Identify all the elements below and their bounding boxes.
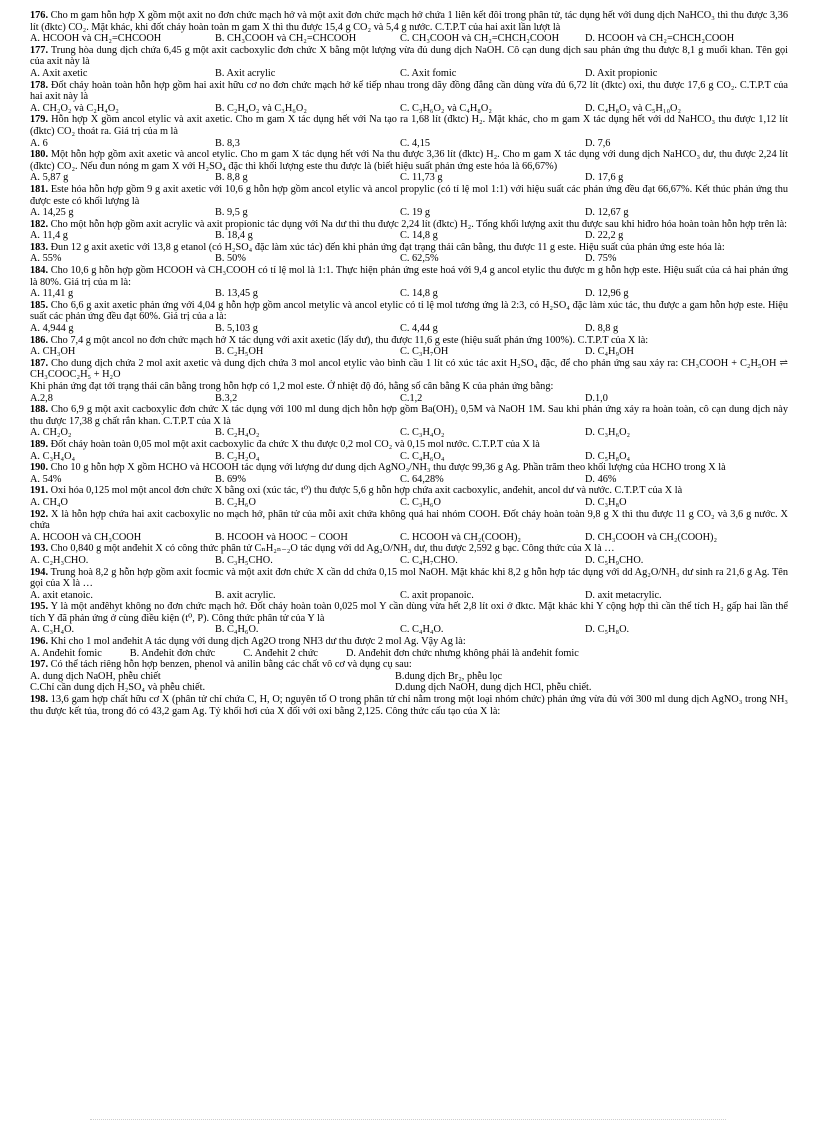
question-text — [30, 184, 788, 207]
question-stem: Cho 10 g hỗn hợp X gồm HCHO và HCOOH tác dụng với lượng dư dung dịch AgNO₃/NH₃ thu được 99,36 g Ag. Phần trăm theo khối lượng của HCHO trong X là — [50, 462, 726, 474]
question-number: 197. — [30, 659, 49, 671]
question-number: 186. — [30, 334, 49, 346]
question-stem: Hỗn hợp X gồm ancol etylic và axit axetic. Cho m gam X tác dụng hết với Na tạo ra 1,68 lít (đktc) H₂. Mặt khác, cho m gam X tác dụng hết với dd NaHCO₃ thu được 1,12 lít (đktc) CO₂ thoát ra. Giá trị của m là — [30, 114, 788, 137]
answer-option: A. CH₄O — [30, 496, 68, 508]
answer-option: C. C₄H₆O₄ — [400, 450, 445, 462]
question-number: 192. — [30, 508, 49, 520]
question-block — [30, 462, 788, 485]
options-row — [30, 33, 788, 45]
question-number: 185. — [30, 299, 49, 311]
options-row — [30, 138, 788, 150]
answer-option: D. Anđehit đơn chức nhưng không phải là anđehit fomic — [345, 647, 579, 659]
question-stem: Một hỗn hợp gồm axit axetic và ancol etylic. Cho m gam X tác dụng hết với Na thu được 3,36 lít (đktc) H₂. Cho m gam X tác dụng với dung dịch NaHCO₃ dư, thu được 2,24 lít (đktc) CO₂. Nếu đun nóng m gam X với H₂SO₄ đặc thì khối lượng este thu được là (biết hiệu suất phản ứng este hóa là 66,67%) — [30, 149, 789, 172]
question-stem: Cho 0,840 g một anđehit X có công thức phân tử CₙH₂ₙ₋₂O tác dụng với dd Ag₂O/NH₃ dư, thu được 2,592 g bạc. Công thức của X là … — [50, 543, 615, 555]
answer-option: B. HCOOH và HOOC − COOH — [215, 531, 348, 543]
question-text — [30, 509, 788, 532]
question-number: 188. — [30, 404, 49, 416]
answer-option: C. Anđehit 2 chức — [243, 647, 318, 659]
question-text — [30, 659, 788, 671]
answer-option: A. 5,87 g — [30, 172, 69, 184]
answer-option: A. axit etanoic. — [30, 589, 93, 601]
question-block — [30, 10, 788, 45]
options-row — [30, 451, 788, 463]
options-row — [30, 624, 788, 636]
question-number: 189. — [30, 438, 49, 450]
answer-option: B.dung dịch Br₂, phễu lọc — [395, 670, 503, 682]
answer-option: C. 14,8 g — [400, 230, 438, 242]
question-stem: Cho dung dịch chứa 2 mol axit axetic và dung dịch chứa 3 mol ancol etylic vào bình cầu 1 lít có xúc tác axit H₂SO₄ đặc, để cho phản ứng sau xảy ra: CH₃COOH + C₂H₅OH ⇌ CH₃COOC₂H₅ + H₂O — [30, 357, 788, 381]
options-row — [30, 497, 788, 509]
question-text — [30, 80, 788, 103]
question-stem: Cho một hỗn hợp gồm axit acrylic và axit propionic tác dụng với Na dư thì thu được 2,24 lít (đktc) H₂. Tổng khối lượng axit thu được sau khi hiđro hóa hoàn toàn hỗn hợp trên là: — [50, 218, 788, 230]
question-number: 182. — [30, 218, 49, 230]
question-extra: Khi phản ứng đạt tới trạng thái cân bằng trong hỗn hợp có 1,2 mol este. Ở nhiệt độ đó, hằng số cân bằng K của phản ứng bằng: — [30, 381, 554, 392]
question-number: 179. — [30, 114, 49, 126]
question-stem: Este hóa hỗn hợp gồm 9 g axit axetic với 10,6 g hỗn hợp gồm ancol etylic và ancol propylic (có tỉ lệ mol 1:1) với hiệu suất các phản ứng đều đạt 66,67%. Kết thúc phản ứng thu được este có khối lượng là — [30, 183, 788, 207]
answer-option: C. C₃H₇OH — [400, 346, 449, 358]
question-text — [30, 567, 788, 590]
question-number: 191. — [30, 485, 49, 497]
question-block — [30, 300, 788, 335]
question-number: 181. — [30, 183, 49, 195]
answer-option: A. CH₂O₂ — [30, 427, 72, 439]
answer-option: A. CH₃OH — [30, 346, 76, 358]
answer-option: B. C₂H₅OH — [215, 346, 264, 358]
answer-option: B. C₄H₆O. — [215, 624, 259, 636]
question-number: 196. — [30, 636, 49, 648]
question-text — [30, 462, 788, 474]
answer-option: A. 14,25 g — [30, 207, 74, 219]
options-line — [30, 648, 788, 660]
answer-option: A. 54% — [30, 473, 62, 485]
answer-option: D. 12,67 g — [585, 207, 629, 219]
answer-option: A. HCOOH và CH₃COOH — [30, 531, 142, 543]
answer-option: D. C₄H₈O₂ và C₅H₁₀O₂ — [585, 102, 682, 114]
question-text — [30, 149, 788, 172]
answer-option: D. CH₃COOH và CH₂(COOH)₂ — [585, 531, 718, 543]
question-block — [30, 485, 788, 508]
answer-option: D.dung dịch NaOH, dung dịch HCl, phễu chiết. — [395, 682, 592, 694]
options-row — [30, 474, 788, 486]
question-number: 176. — [30, 10, 49, 21]
answer-option: B. 9,5 g — [215, 207, 248, 219]
question-text — [30, 114, 788, 137]
answer-option: C.Chỉ cần dung dịch H₂SO₄ và phễu chiết. — [30, 682, 206, 694]
answer-option: C. 64,28% — [400, 473, 444, 485]
answer-option: B. CH₃COOH và CH₂=CHCOOH — [215, 33, 357, 45]
answer-option: A. C₃H₄O₄ — [30, 450, 76, 462]
question-text — [30, 694, 788, 717]
question-number: 193. — [30, 543, 49, 555]
answer-option: A. Axit axetic — [30, 67, 88, 79]
answer-option: B. 5,103 g — [215, 323, 258, 335]
answer-option: B. 8,3 — [215, 137, 240, 149]
options-row — [30, 427, 788, 439]
answer-option: D. 8,8 g — [585, 323, 619, 335]
answer-option: A. C₃H₄O. — [30, 624, 75, 636]
answer-option: C. C₃H₆O₂ và C₄H₈O₂ — [400, 102, 492, 114]
answer-option: C. C₃H₄O₂ — [400, 427, 445, 439]
answer-option: C. Axit fomic — [400, 67, 457, 79]
answer-option: A. HCOOH và CH₂=CHCOOH — [30, 33, 162, 45]
question-stem: Đốt cháy hoàn toàn 0,05 mol một axit cacboxylic đa chức X thu được 0,2 mol CO₂ và 0,15 mol nước. C.T.P.T của X là — [50, 438, 540, 450]
answer-option: B. 50% — [215, 253, 246, 265]
question-number: 180. — [30, 149, 49, 161]
answer-option: D. 17,6 g — [585, 172, 624, 184]
answer-option: C. 4,15 — [400, 137, 431, 149]
question-stem: Cho m gam hỗn hợp X gồm một axit no đơn chức mạch hở và một axit đơn chức mạch hở chứa 1 liên kết đôi trong phân tử, tác dụng hết với dung dịch NaHCO₃ thì thu được 3,36 lít (đktc) CO₂. Mặt khác, khi đốt cháy hoàn toàn m gam X thì thu được 15,4 g CO₂ và 5,4 g nước. C.T.P.T của hai axit lần lượt là — [30, 10, 788, 33]
question-text — [30, 439, 788, 451]
answer-option: B. C₂H₂O₄ — [215, 450, 260, 462]
question-block — [30, 567, 788, 602]
options-row — [30, 288, 788, 300]
answer-option: A. CH₂O₂ và C₂H₄O₂ — [30, 102, 119, 114]
answer-option: A. 6 — [30, 137, 48, 149]
question-number: 184. — [30, 265, 49, 277]
answer-option: B. 69% — [215, 473, 246, 485]
answer-option: B. C₃H₅CHO. — [215, 554, 273, 566]
question-block — [30, 601, 788, 636]
question-stem: Cho 6,6 g axit axetic phản ứng với 4,04 g hỗn hợp gồm ancol metylic và ancol etylic có tỉ lệ mol tương ứng là 2:3, có H₂SO₄ đặc làm xúc tác, thu được a gam hỗn hợp este. Hiệu suất các phản ứng đều đạt 60%. Giá trị của a là: — [30, 299, 788, 323]
options-row — [30, 346, 788, 358]
answer-option: D. 12,96 g — [585, 288, 629, 300]
answer-option: A. C₂H₃CHO. — [30, 554, 89, 566]
question-text — [30, 335, 788, 347]
answer-option: D. Axit propionic — [585, 67, 658, 79]
answer-option: A.2,8 — [30, 392, 53, 404]
answer-option: D. HCOOH và CH₂=CHCH₂COOH — [585, 33, 735, 45]
answer-option: C. axit propanoic. — [400, 589, 474, 601]
question-stem: Cho 6,9 g một axit cacboxylic đơn chức X tác dụng với 100 ml dung dịch hỗn hợp gồm Ba(OH)₂ 0,5M và NaOH 1M. Sau khi phản ứng xảy ra hoàn toàn, cô cạn dung dịch này thu được 17,38 g chất rắn khan. C.T.P.T của X là — [30, 404, 788, 427]
answer-option: A. 55% — [30, 253, 62, 265]
question-text — [30, 10, 788, 33]
question-text — [30, 636, 788, 648]
answer-option: C. HCOOH và CH₂(COOH)₂ — [400, 531, 522, 543]
answer-option: B. Axit acrylic — [215, 67, 276, 79]
answer-option: A. Anđehit fomic — [30, 647, 102, 659]
answer-option: C. 11,73 g — [400, 172, 443, 184]
question-text — [30, 485, 788, 497]
question-block — [30, 404, 788, 439]
question-block — [30, 242, 788, 265]
answer-option: D. C₅H₈O. — [585, 624, 630, 636]
answer-option: D. 75% — [585, 253, 617, 265]
answer-option: C.1,2 — [400, 392, 423, 404]
question-text — [30, 265, 788, 288]
question-text — [30, 601, 788, 624]
answer-option: D. 7,6 — [585, 137, 611, 149]
question-stem: Oxi hóa 0,125 mol một ancol đơn chức X bằng oxi (xúc tác, t⁰) thu được 5,6 g hỗn hợp chứa axit cacboxylic, anđehit, ancol dư và nước. C.T.P.T của X là — [50, 485, 683, 497]
answer-option: A. 4,944 g — [30, 323, 74, 335]
question-number: 187. — [30, 357, 49, 369]
answer-option: B.3,2 — [215, 392, 238, 404]
question-text — [30, 219, 788, 231]
question-block — [30, 80, 788, 115]
question-number: 195. — [30, 601, 49, 613]
answer-option: B. C₂H₆O — [215, 496, 256, 508]
options-row — [30, 253, 788, 265]
answer-option: B. C₂H₄O₂ và C₃H₆O₂ — [215, 102, 307, 114]
question-stem: Đun 12 g axit axetic với 13,8 g etanol (có H₂SO₄ đặc làm xúc tác) đến khi phản ứng đạt trạng thái cân bằng, thu được 11 g este. Hiệu suất của phản ứng este hóa là: — [50, 241, 725, 253]
question-block — [30, 358, 788, 404]
options-row — [30, 172, 788, 184]
question-block — [30, 45, 788, 80]
answer-option: C. CH₃COOH và CH₂=CHCH₂COOH — [400, 33, 560, 45]
answer-option: B. 18,4 g — [215, 230, 253, 242]
question-block — [30, 439, 788, 462]
question-stem: X là hỗn hợp chứa hai axit cacboxylic no mạch hở, phân tử của mỗi axit chứa không quá hai nhóm COOH. Đốt cháy hoàn toàn 9,8 g X thì thu được 11 g CO₂ và 3,6 g nước. X chứa — [30, 508, 788, 532]
options-row — [30, 103, 788, 115]
question-block — [30, 114, 788, 149]
answer-option: D. C₃H₈O — [585, 496, 627, 508]
question-text — [30, 45, 788, 68]
options-row — [30, 555, 788, 567]
question-stem: Y là một anđêhyt không no đơn chức mạch hở. Đốt cháy hoàn toàn 0,025 mol Y cần dùng vừa hết 2,8 lít oxi ở đktc. Mặt khác khi Y cộng hợp thì cần thể tích H₂ gấp hai lần thể tích Y đã phản ứng ở cùng điều kiện (t⁰, P). Công thức phân tử của Y là — [30, 601, 788, 624]
question-number: 190. — [30, 462, 49, 474]
options-row — [30, 590, 788, 602]
answer-option: A. dung dịch NaOH, phễu chiết — [30, 670, 161, 682]
options-row — [30, 207, 788, 219]
question-number: 178. — [30, 79, 49, 91]
answer-option: B. axit acrylic. — [215, 589, 276, 601]
question-text — [30, 300, 788, 323]
question-block — [30, 184, 788, 219]
answer-option: D. 46% — [585, 473, 617, 485]
question-block — [30, 265, 788, 300]
question-block — [30, 509, 788, 544]
question-number: 194. — [30, 566, 49, 578]
answer-option: C. C₄H₄O. — [400, 624, 444, 636]
question-number: 177. — [30, 44, 49, 56]
answer-option: D. 22,2 g — [585, 230, 624, 242]
answer-option: C. 4,44 g — [400, 323, 438, 335]
question-block — [30, 694, 788, 717]
question-block — [30, 335, 788, 358]
answer-option: A. 11,41 g — [30, 288, 74, 300]
question-text — [30, 543, 788, 555]
answer-option: A. 11,4 g — [30, 230, 68, 242]
answer-option: C. 14,8 g — [400, 288, 438, 300]
question-stem: Trung hòa dung dịch chứa 6,45 g một axit cacboxylic đơn chức X bằng một lượng vừa đủ dung dịch NaOH. Cô cạn dung dịch sau phản ứng thu được 8,1 g muối khan. Tên gọi của axit này là — [30, 44, 788, 68]
answer-option: B. C₂H₄O₂ — [215, 427, 260, 439]
options-grid — [30, 671, 788, 694]
question-stem: Cho 10,6 g hỗn hợp gồm HCOOH và CH₃COOH có tỉ lệ mol là 1:1. Thực hiện phản ứng este hoá với 9,4 g ancol etylic thu được m g hỗn hợp este. Hiệu suất của cả hai phản ứng là 80%. Giá trị của m là: — [30, 265, 788, 288]
question-block — [30, 659, 788, 694]
question-block — [30, 149, 788, 184]
options-row — [30, 68, 788, 80]
exam-page — [30, 10, 788, 717]
question-number: 198. — [30, 694, 49, 706]
question-text — [30, 242, 788, 254]
question-block — [30, 636, 788, 659]
answer-option: D. C₃H₆O₂ — [585, 427, 631, 439]
options-row — [30, 323, 788, 335]
question-number: 183. — [30, 241, 49, 253]
answer-option: C. C₄H₇CHO. — [400, 554, 458, 566]
options-row — [30, 393, 788, 405]
question-text — [30, 404, 788, 427]
answer-option: D. C₄H₉OH — [585, 346, 634, 358]
question-stem: Đốt cháy hoàn toàn hỗn hợp gồm hai axit hữu cơ no đơn chức mạch hở kế tiếp nhau trong dãy đồng đẳng cần dùng vừa đủ 6,72 lít (đktc) oxi, thu được 17,6 g CO₂. C.T.P.T của hai axit này là — [30, 79, 788, 103]
answer-option: D.1,0 — [585, 392, 608, 404]
answer-option: C. 62,5% — [400, 253, 439, 265]
question-stem: Cho 7,4 g một ancol no đơn chức mạch hở X tác dụng với axit axetic (lấy dư), thu được 11,6 g este (hiệu suất phản ứng 100%). C.T.P.T của X là: — [50, 334, 649, 346]
answer-option: B. 13,45 g — [215, 288, 258, 300]
answer-option: B. 8,8 g — [215, 172, 248, 184]
answer-option: D. axit metacrylic. — [585, 589, 662, 601]
answer-option: C. C₃H₆O — [400, 496, 441, 508]
answer-option: D. C₅H₉CHO. — [585, 554, 644, 566]
options-row — [30, 532, 788, 544]
question-stem: Trung hoà 8,2 g hỗn hợp gồm axit focmic và một axit đơn chức X cần dd chứa 0,15 mol NaOH. Mặt khác khi 8,2 g hỗn hợp tác dụng với dd Ag₂O/NH₃ dư sinh ra 21,6 g Ag. Tên gọi của X là … — [30, 566, 789, 590]
question-block — [30, 219, 788, 242]
question-stem: Có thể tách riêng hỗn hợp benzen, phenol và anilin bằng các chất vô cơ và dụng cụ sau: — [50, 659, 412, 671]
question-text — [30, 358, 788, 381]
question-block — [30, 543, 788, 566]
answer-option: B. Anđehit đơn chức — [129, 647, 216, 659]
bottom-dotted-rule — [90, 1119, 726, 1120]
answer-option: C. 19 g — [400, 207, 431, 219]
question-stem: 13,6 gam hợp chất hữu cơ X (phân tử chỉ chứa C, H, O; nguyên tố O trong phân tử chỉ nằm trong một loại nhóm chức) phản ứng vừa đủ với 300 ml dung dịch AgNO₃ trong NH₃ thu được kết tủa, trong đó có 43,2 gam Ag. Tỷ khối hơi của X đối với oxi bằng 2,125. Công thức cấu tạo của X là: — [30, 694, 788, 717]
options-row — [30, 230, 788, 242]
question-stem: Khi cho 1 mol anđehit A tác dụng với dung dịch Ag2O trong NH3 dư thu được 2 mol Ag. Vậy Ag là: — [50, 636, 466, 648]
answer-option: D. C₅H₈O₄ — [585, 450, 631, 462]
